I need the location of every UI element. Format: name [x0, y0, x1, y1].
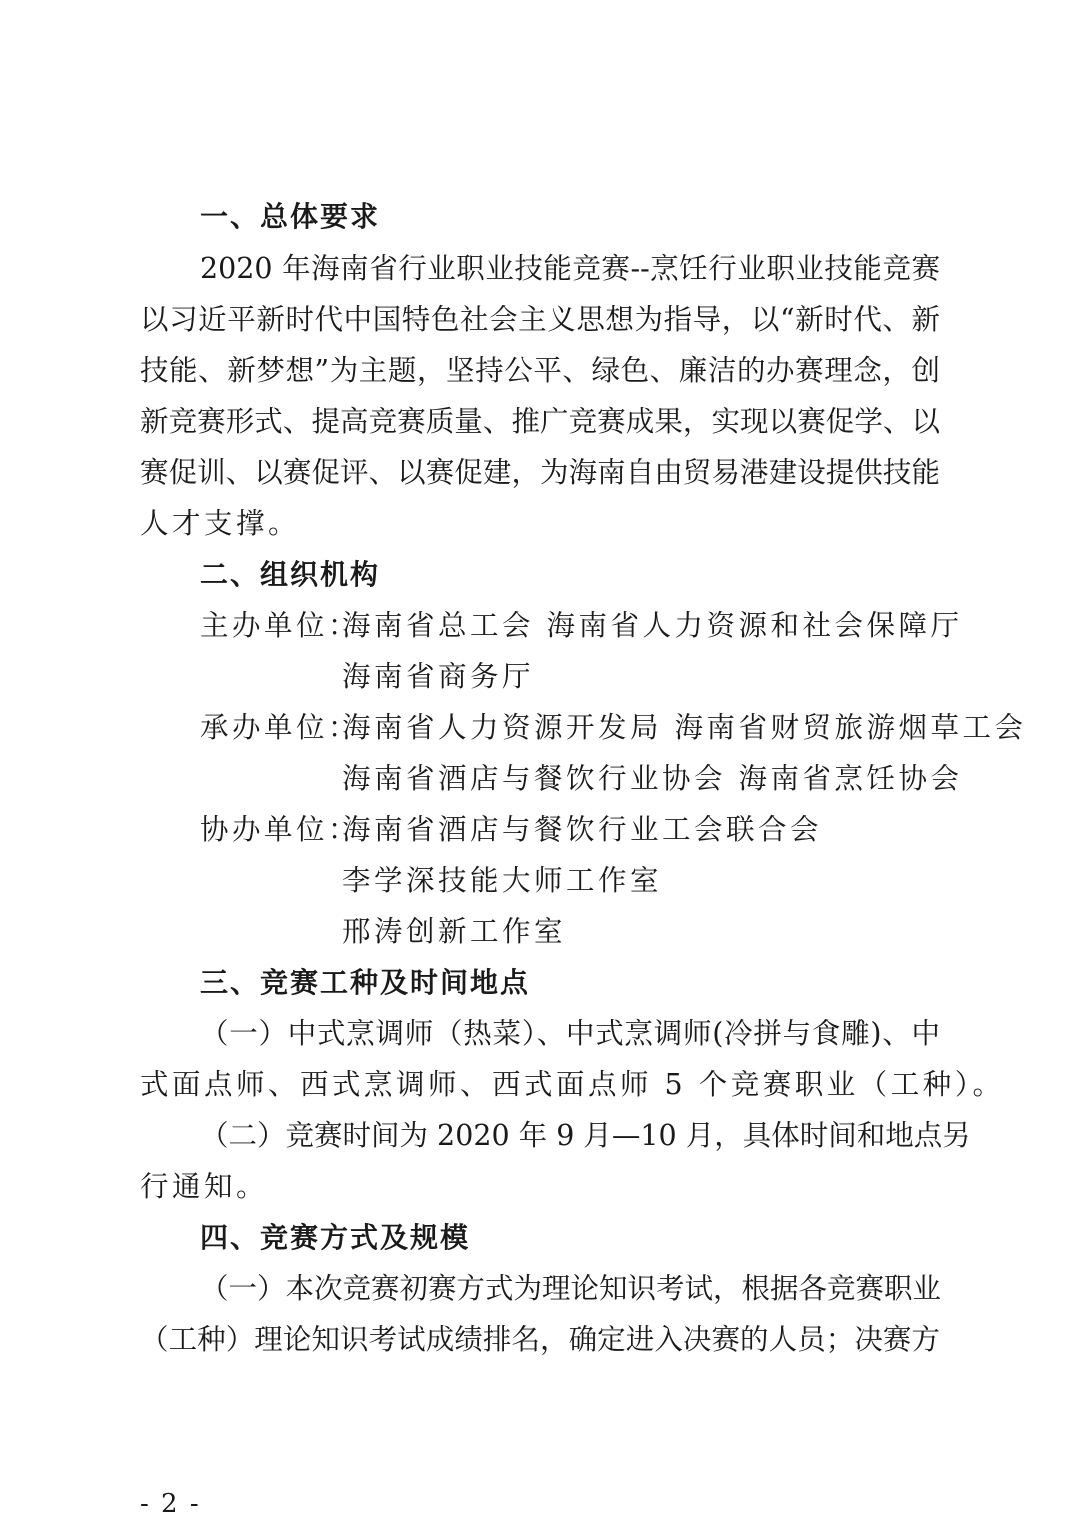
paragraph-line: （二）竞赛时间为 2020 年 9 月—10 月，具体时间和地点另 [200, 1119, 971, 1152]
paragraph-line: 赛促训、以赛促评、以赛促建，为海南自由贸易港建设提供技能 [140, 456, 940, 489]
paragraph-line: 行通知。 [140, 1170, 269, 1203]
co-organizer-unit-line: 邢涛创新工作室 [342, 915, 567, 948]
paragraph-line: （工种）理论知识考试成绩排名，确定进入决赛的人员；决赛方 [140, 1323, 940, 1356]
paragraph-line: 式面点师、西式烹调师、西式面点师 5 个竞赛职业（工种）。 [140, 1068, 1005, 1101]
section-heading-competition-types: 三、竞赛工种及时间地点 [200, 966, 531, 999]
paragraph-line: 人才支撑。 [140, 507, 301, 540]
paragraph-line: 新竞赛形式、提高竞赛质量、推广竞赛成果，实现以赛促学、以 [140, 405, 940, 438]
co-organizer-unit-line: 李学深技能大师工作室 [342, 864, 663, 897]
paragraph-line: 技能、新梦想”为主题，坚持公平、绿色、廉洁的办赛理念，创 [140, 354, 940, 387]
paragraph-line: （一）本次竞赛初赛方式为理论知识考试，根据各竞赛职业 [200, 1272, 942, 1305]
host-unit-line: 海南省商务厅 [342, 660, 535, 693]
organizer-unit-line: 海南省酒店与餐饮行业协会 海南省烹饪协会 [342, 762, 963, 795]
paragraph-line: 2020 年海南省行业职业技能竞赛--烹饪行业职业技能竞赛 [200, 252, 940, 285]
organizer-label: 承办单位： [200, 711, 361, 744]
section-heading-competition-format: 四、竞赛方式及规模 [200, 1221, 471, 1254]
organizer-unit-line: 海南省人力资源开发局 海南省财贸旅游烟草工会 [342, 711, 1027, 744]
paragraph-line: （一）中式烹调师（热菜）、中式烹调师(冷拼与食雕)、中 [200, 1017, 940, 1050]
co-organizer-label: 协办单位： [200, 813, 361, 846]
paragraph-line: 以习近平新时代中国特色社会主义思想为指导，以“新时代、新 [140, 303, 940, 336]
co-organizer-unit-line: 海南省酒店与餐饮行业工会联合会 [342, 813, 823, 846]
page-number: - 2 - [140, 1489, 201, 1519]
section-heading-organization: 二、组织机构 [200, 558, 381, 591]
host-label: 主办单位： [200, 609, 361, 642]
section-heading-general-requirements: 一、总体要求 [200, 200, 381, 233]
host-unit-line: 海南省总工会 海南省人力资源和社会保障厅 [342, 609, 963, 642]
